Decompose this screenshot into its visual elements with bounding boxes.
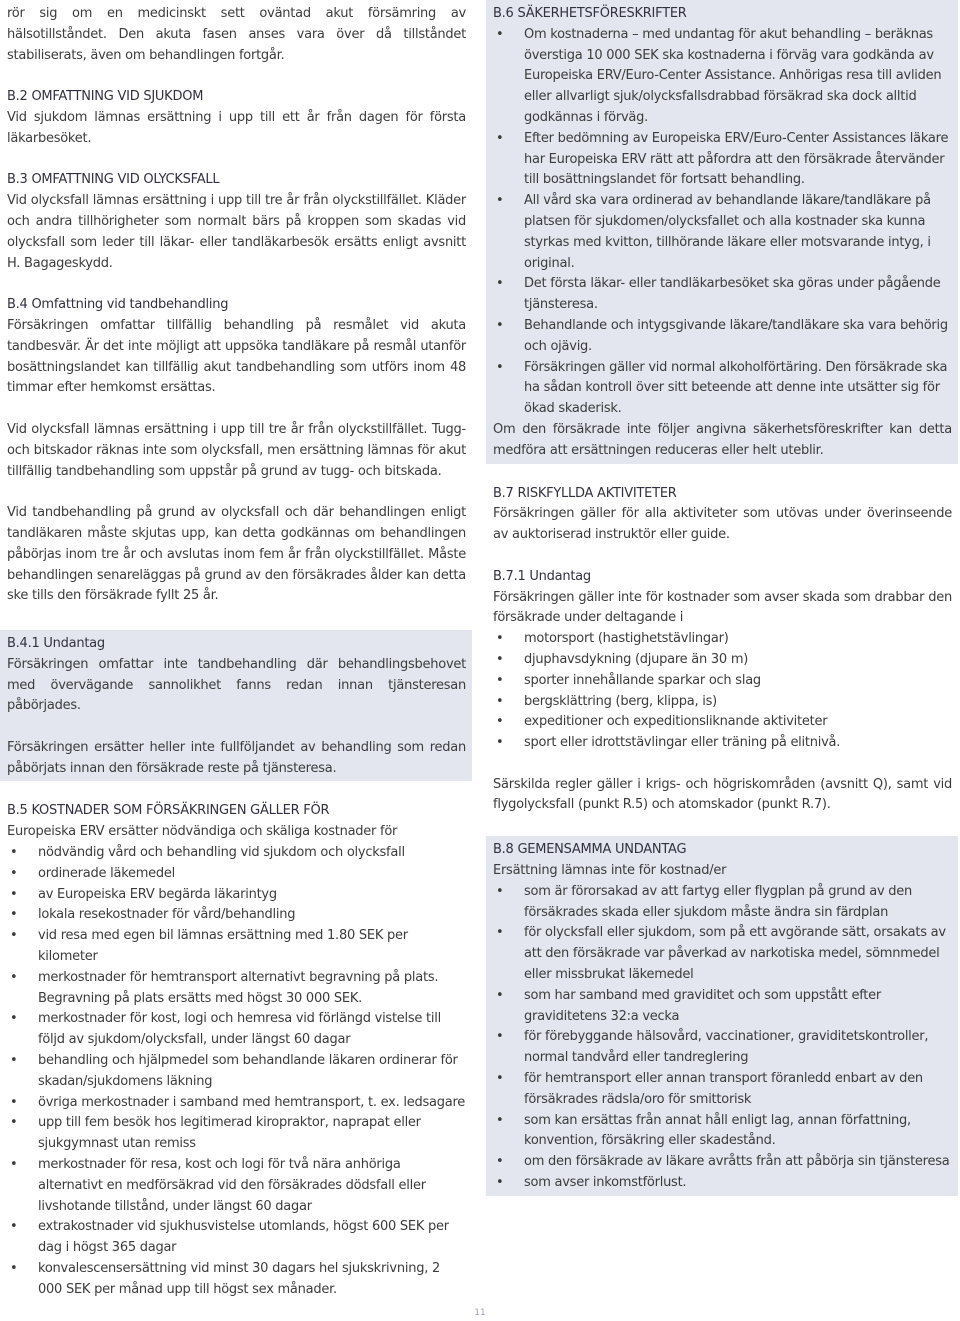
list-item: • Behandlande och intygsgivande läkare/tandläkare ska vara behörig och ojävig. xyxy=(493,316,952,358)
list-item: • vid resa med egen bil lämnas ersättning med 1.80 SEK per kilometer xyxy=(7,926,466,968)
section-b71-intro: Försäkringen gäller inte för kostnader som avser skada som drabbar den försäkrade under deltagande i xyxy=(493,589,952,626)
list-item: • om den försäkrade av läkare avråtts från att påbörja sin tjänsteresa xyxy=(493,1152,952,1173)
list-item: • upp till fem besök hos legitimerad kiropraktor, naprapat eller sjukgymnast utan remiss xyxy=(7,1113,466,1155)
section-b8-list xyxy=(493,882,952,1194)
section-b6-heading: B.6 SÄKERHETSFÖRESKRIFTER xyxy=(493,6,687,21)
section-b41-p1: Försäkringen omfattar inte tandbehandling där behandlingsbehovet med övervägande sannolikhet fanns redan innan tjänsteresan påbörjades. xyxy=(7,656,466,714)
intro-text: rör sig om en medicinskt sett oväntad akut försämring av hälsotillståndet. Den akuta fasen anses vara över då tillståndet stabiliserats, även om behandlingen fortgår. xyxy=(7,6,466,63)
section-intro xyxy=(0,0,472,630)
section-b5-intro: Europeiska ERV ersätter nödvändiga och skäliga kostnader för xyxy=(7,824,398,840)
section-b41-heading: B.4.1 Undantag xyxy=(7,635,105,651)
section-b6-list xyxy=(493,25,952,420)
section-b6-outro: Om den försäkrade inte följer angivna säkerhetsföreskrifter kan detta medföra att ersättningen reduceras eller helt uteblir. xyxy=(493,421,952,458)
section-b5-list xyxy=(7,843,466,1301)
list-item: • nödvändig vård och behandling vid sjukdom och olycksfall xyxy=(7,843,466,864)
left-column xyxy=(0,0,472,1303)
list-item: • bergsklättring (berg, klippa, is) xyxy=(493,692,952,713)
list-item: • som kan ersättas från annat håll enligt lag, annan författning, konvention, försäkring eller skadestånd. xyxy=(493,1111,952,1153)
section-b3-heading: B.3 OMFATTNING VID OLYCKSFALL xyxy=(7,172,220,188)
section-b71-list xyxy=(493,629,952,754)
section-b41-p2: Försäkringen ersätter heller inte fullföljandet av behandling som redan påbörjats innan den försäkrade reste på tjänsteresa. xyxy=(7,739,466,776)
section-b4-p1: Försäkringen omfattar tillfällig behandling på resmålet vid akuta tandbesvär. Är det inte möjligt att uppsöka tandläkare på resmål utanför bosättningslandet kan tillfällig akut tandbehandling som utförs inom 48 timmar efter hemkomst ersättas. xyxy=(7,317,466,396)
section-b71-heading: B.7.1 Undantag xyxy=(493,568,591,584)
list-item: • lokala resekostnader för vård/behandling xyxy=(7,905,466,926)
section-b7-heading: B.7 RISKFYLLDA AKTIVITETER xyxy=(493,485,677,501)
list-item: • motorsport (hastighetstävlingar) xyxy=(493,629,952,650)
section-b3-text: Vid olycksfall lämnas ersättning i upp till tre år från olyckstillfället. Kläder och andra tillhörigheter som normalt bärs på kroppen som skadas vid olycksfall som leder till läkar- eller tandläkarbesök ersätts enligt avsnitt H. Bagageskydd. xyxy=(7,193,466,271)
right-column xyxy=(486,0,958,1196)
section-b6 xyxy=(486,0,958,464)
list-item: • för hemtransport eller annan transport föranledd enbart av den försäkrades rädsla/oro för smittorisk xyxy=(493,1069,952,1111)
section-b5 xyxy=(0,781,472,1302)
list-item: • expeditioner och expeditionsliknande aktiviteter xyxy=(493,712,952,733)
section-b2-text: Vid sjukdom lämnas ersättning i upp till ett år från dagen för första läkarbesöket. xyxy=(7,109,466,146)
list-item: • övriga merkostnader i samband med hemtransport, t. ex. ledsagare xyxy=(7,1093,466,1114)
section-b8-heading: B.8 GEMENSAMMA UNDANTAG xyxy=(493,842,687,858)
list-item: • Det första läkar- eller tandläkarbesöket ska göras under pågående tjänsteresa. xyxy=(493,274,952,316)
list-item: • ordinerade läkemedel xyxy=(7,864,466,885)
list-item: • sport eller idrottstävlingar eller träning på elitnivå. xyxy=(493,733,952,754)
list-item: • som avser inkomstförlust. xyxy=(493,1173,952,1194)
list-item: • för förebyggande hälsovård, vaccinationer, graviditetskontroller, normal tandvård eller tandreglering xyxy=(493,1027,952,1069)
list-item: • Försäkringen gäller vid normal alkoholförtäring. Den försäkrade ska ha sådan kontroll över sitt beteende att denne inte utsätter sig för ökad skaderisk. xyxy=(493,358,952,420)
section-b41 xyxy=(0,630,472,782)
list-item: • konvalescensersättning vid minst 30 dagars hel sjukskrivning, 2 000 SEK per månad upp till högst sex månader. xyxy=(7,1259,466,1301)
list-item: • Om kostnaderna – med undantag för akut behandling – beräknas överstiga 10 000 SEK ska kostnaderna i förväg vara godkända av Europeiska ERV/Euro-Center Assistance. Anhörigas resa till avliden eller allvarligt sjuk/olycksfallsdrabbad försäkrad ska dock alltid godkännas i förväg. xyxy=(493,25,952,129)
section-b4-p2: Vid olycksfall lämnas ersättning i upp till tre år från olyckstillfället. Tugg- och bitskador räknas inte som olycksfall, men ersättning lämnas för akut tillfällig tandbehandling som uppstår på grund av tugg- och bitskada. xyxy=(7,421,466,479)
list-item: • merkostnader för kost, logi och hemresa vid förlängd vistelse till följd av sjukdom/olycksfall, under längst 60 dagar xyxy=(7,1009,466,1051)
section-b8 xyxy=(486,836,958,1196)
section-b7 xyxy=(486,464,958,837)
section-b4-heading: B.4 Omfattning vid tandbehandling xyxy=(7,297,229,313)
list-item: • merkostnader för resa, kost och logi för två nära anhöriga alternativt en medförsäkrad vid den försäkrades dödsfall eller livshotande tillstånd, under längst 60 dagar xyxy=(7,1155,466,1217)
list-item: • för olycksfall eller sjukdom, som på ett avgörande sätt, orsakats av att den försäkrade var påverkad av narkotiska medel, sömnmedel eller missbrukat läkemedel xyxy=(493,923,952,985)
list-item: • som är förorsakad av att fartyg eller flygplan på grund av den försäkrades skada eller sjukdom måste ändra sin färdplan xyxy=(493,882,952,924)
list-item: • sporter innehållande sparkar och slag xyxy=(493,671,952,692)
section-b71-outro: Särskilda regler gäller i krigs- och högriskområden (avsnitt Q), samt vid flygolycksfall (punkt R.5) och atomskador (punkt R.7). xyxy=(493,776,952,813)
section-b7-text: Försäkringen gäller för alla aktiviteter som utövas under överinseende av auktoriserad instruktör eller guide. xyxy=(493,506,952,543)
list-item: • extrakostnader vid sjukhusvistelse utomlands, högst 600 SEK per dag i högst 365 dagar xyxy=(7,1217,466,1259)
list-item: • merkostnader för hemtransport alternativt begravning på plats. Begravning på plats ersätts med högst 30 000 SEK. xyxy=(7,968,466,1010)
list-item: • All vård ska vara ordinerad av behandlande läkare/tandläkare på platsen för sjukdomen/olycksfallet och alla kostnader ska kunna styrkas med kvitton, tillhörande läkare eller motsvarande intyg, i original. xyxy=(493,191,952,274)
page-number: 11 xyxy=(474,1308,486,1318)
section-b5-heading: B.5 KOSTNADER SOM FÖRSÄKRINGEN GÄLLER FÖR xyxy=(7,803,330,819)
list-item: • behandling och hjälpmedel som behandlande läkaren ordinerar för skadan/sjukdomens läkning xyxy=(7,1051,466,1093)
list-item: • djuphavsdykning (djupare än 30 m) xyxy=(493,650,952,671)
list-item: • Efter bedömning av Europeiska ERV/Euro-Center Assistances läkare har Europeiska ERV rätt att påfordra att den försäkrade återvänder till bosättningslandet för fortsatt behandling. xyxy=(493,129,952,191)
list-item: • av Europeiska ERV begärda läkarintyg xyxy=(7,885,466,906)
list-item: • som har samband med graviditet och som uppstått efter graviditetens 32:a vecka xyxy=(493,986,952,1028)
section-b2-heading: B.2 OMFATTNING VID SJUKDOM xyxy=(7,89,204,105)
section-b8-intro: Ersättning lämnas inte för kostnad/er xyxy=(493,863,727,879)
section-b4-p3: Vid tandbehandling på grund av olycksfall och där behandlingen enligt tandläkaren måste skjutas upp, kan detta godkännas om behandlingen påbörjas inom tre år och avslutas inom fem år från olyckstillfället. Måste behandlingen senareläggas på grund av den försäkrades ålder kan detta ske tills den försäkrade fyllt 25 år. xyxy=(7,505,466,604)
